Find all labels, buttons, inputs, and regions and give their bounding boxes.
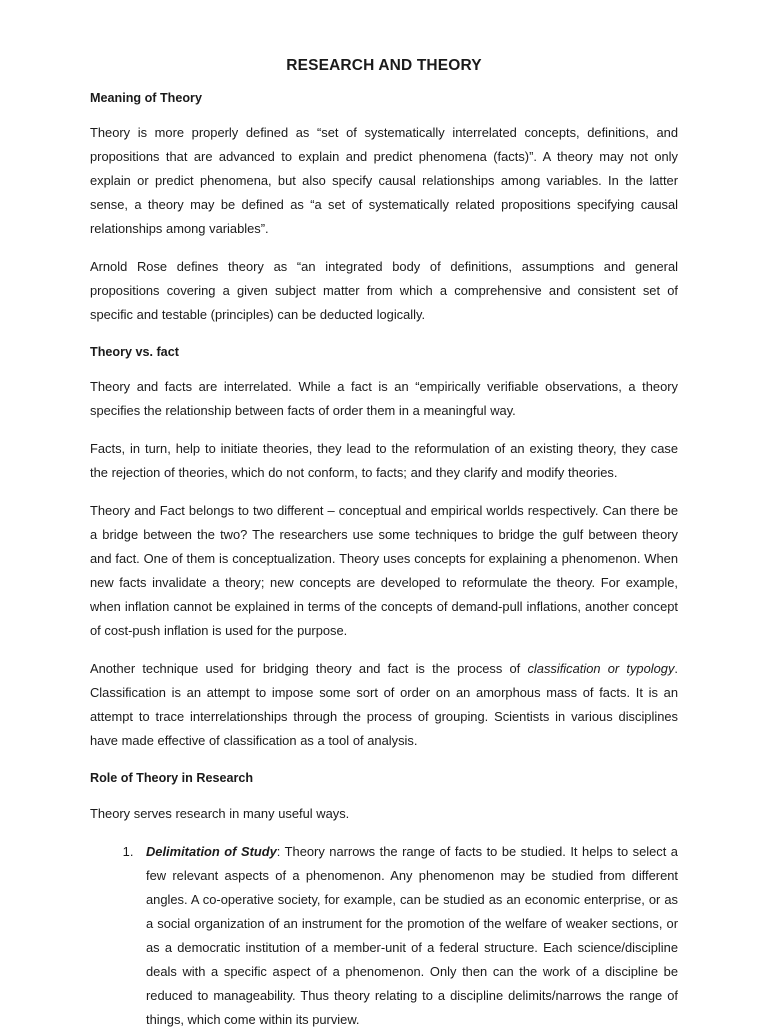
list-item-body-text: : Theory narrows the range of facts to be studied. It helps to select a few relevant aspects of a phenomenon. Any phenomenon may be studied from different angles. A co-operative society, for example, can be studied as an economic enterprise, or as a social organization of an instrument for the promotion of the welfare of weaker sections, or as a democratic institution of a member-unit of a federal structure. Each science/discipline deals with a specific aspect of a phenomenon. Only then can the work of a discipline be reduced to manageability. Thus theory relating to a discipline delimits/narrows the range of things, which come within its purview. <box>146 843 678 1027</box>
paragraph-theory-serves-research: Theory serves research in many useful ways. <box>90 805 350 821</box>
page-title: RESEARCH AND THEORY <box>286 57 482 74</box>
paragraph-facts-initiate-theories: Facts, in turn, help to initiate theories, they lead to the reformulation of an existing theory, they case the rejection of theories, which do not conform, to facts; and they clarify and modify theories. <box>90 441 678 481</box>
paragraph-theory-facts-interrelated: Theory and facts are interrelated. While a fact is an “empirically verifiable observations, a theory specifies the relationship between facts of order them in a meaningful way. <box>90 379 678 419</box>
section-heading-meaning-of-theory: Meaning of Theory <box>90 90 202 105</box>
paragraph-conceptual-empirical-worlds: Theory and Fact belongs to two different – conceptual and empirical worlds respectively. Can there be a bridge between the two? The researchers use some techniques to bridge the gulf between theory and fact. One of them is conceptualization. Theory uses concepts for explaining a phenomenon. When new facts invalidate a theory; new concepts are developed to reformulate the theory. For example, when inflation cannot be explained in terms of the concepts of demand-pull inflations, another concept of cost-push inflation is used for the purpose. <box>90 503 678 639</box>
section-heading-role-of-theory-in-research: Role of Theory in Research <box>90 771 254 786</box>
list-item-content <box>146 840 678 1032</box>
role-of-theory-list <box>90 840 678 1032</box>
paragraph-classification-suffix: . Classification is an attempt to impose some sort of order on an amorphous mass of facts. It is an attempt to trace interrelationships through the process of grouping. Scientists in various disciplines have made effective of classification as a tool of analysis. <box>90 661 678 749</box>
list-item-lead-term: Delimitation of Study <box>146 843 277 859</box>
paragraph-arnold-rose: Arnold Rose defines theory as “an integrated body of definitions, assumptions and general propositions covering a given subject matter from which a comprehensive and consistent set of specific and testable (principles) can be deducted logically. <box>90 259 678 323</box>
section-heading-theory-vs-fact: Theory vs. fact <box>90 345 179 360</box>
paragraph-theory-definition: Theory is more properly defined as “set of systematically interrelated concepts, definitions, and propositions that are advanced to explain and predict phenomena (facts)”. A theory may not only explain or predict phenomena, but also specify causal relationships among variables. In the latter sense, a theory may be defined as “a set of systematically related propositions specifying causal relationships among variables”. <box>90 125 678 237</box>
emphasis-classification-or-typology: classification or typology <box>527 661 675 677</box>
paragraph-classification-prefix: Another technique used for bridging theory and fact is the process of <box>90 661 528 677</box>
list-item <box>137 840 678 1032</box>
paragraph-classification-typology <box>90 657 678 753</box>
